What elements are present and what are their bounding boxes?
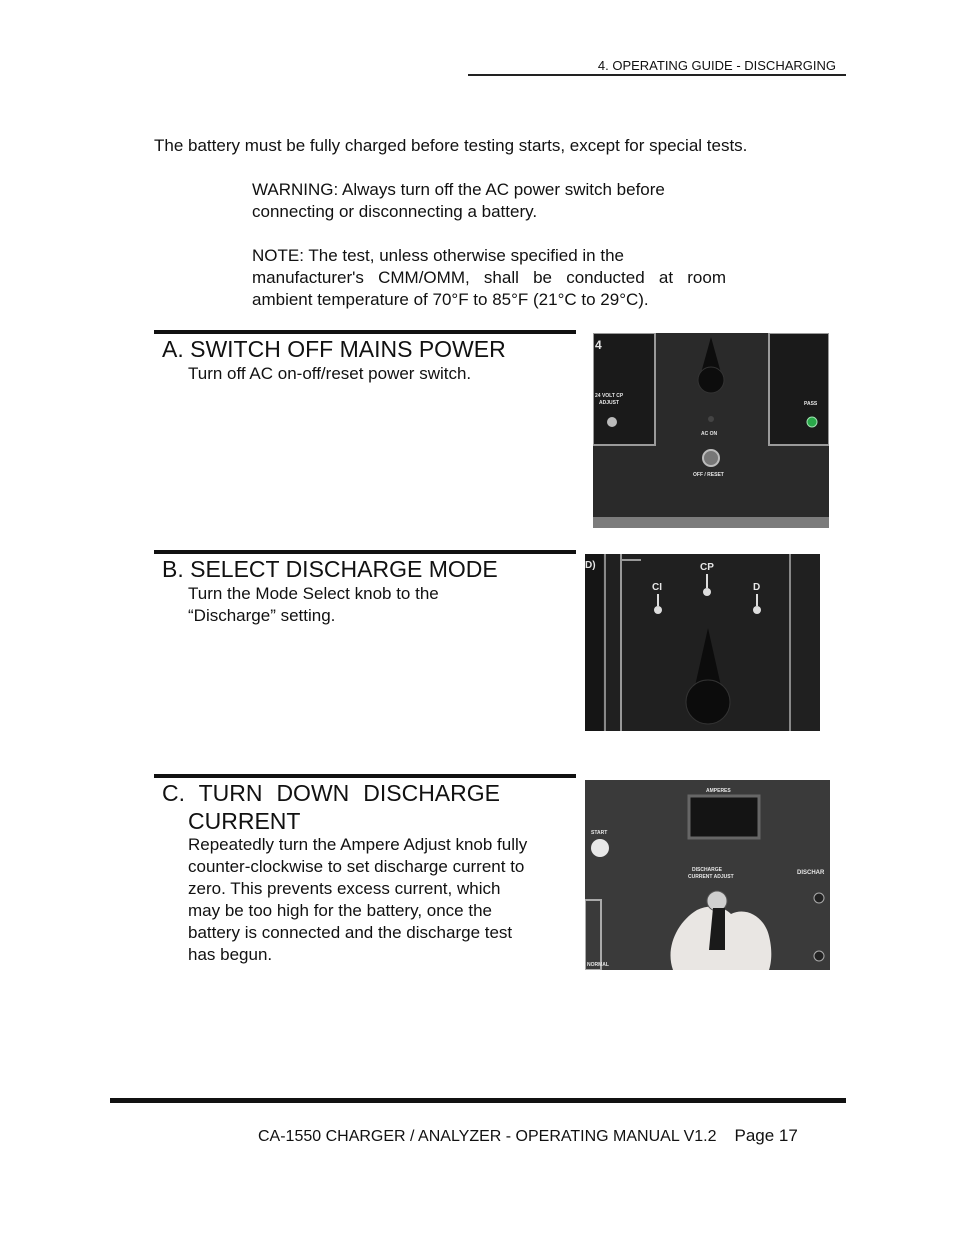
right-knob-icon <box>814 893 824 903</box>
section-c-line-1: Repeatedly turn the Ampere Adjust knob fully <box>188 835 528 854</box>
section-c-line-3: zero. This prevents excess current, which <box>188 879 501 898</box>
section-c-title-line-2: CURRENT <box>188 808 301 834</box>
toggle-switch-icon <box>703 450 719 466</box>
section-b-rule <box>154 550 576 554</box>
footer-rule <box>110 1098 846 1103</box>
footer <box>258 1126 798 1146</box>
photo-b-ci-label: CI <box>652 582 662 593</box>
photo-b-cp-label: CP <box>700 562 714 573</box>
photo-a-edge-label: 4 <box>595 338 602 352</box>
photo-a-pass-label: PASS <box>804 401 818 407</box>
section-a-body <box>188 363 558 385</box>
note-paragraph <box>252 245 726 311</box>
page-number: Page 17 <box>734 1126 798 1145</box>
note-line-3: ambient temperature of 70°F to 85°F (21°C to 29°C). <box>252 290 649 309</box>
photo-a-ac-on-label: AC ON <box>701 431 718 437</box>
ci-dot-icon <box>654 606 662 614</box>
section-a-title: A. SWITCH OFF MAINS POWER <box>162 336 506 362</box>
section-b-photo <box>585 554 820 731</box>
section-c-line-4: may be too high for the battery, once the <box>188 901 492 920</box>
section-b-title: B. SELECT DISCHARGE MODE <box>162 556 498 582</box>
pass-led-icon <box>807 417 817 427</box>
photo-c-start-label: START <box>591 830 608 836</box>
ampere-display-icon <box>689 796 759 838</box>
photo-c-right-label: DISCHAR <box>797 870 825 876</box>
adjust-screw-icon <box>607 417 617 427</box>
section-c-line-6: has begun. <box>188 945 273 964</box>
section-a-line-1: Turn off AC on-off/reset power switch. <box>188 364 472 383</box>
photo-b-d-label: D <box>753 582 761 593</box>
section-c-photo <box>585 780 830 970</box>
photo-a-off-reset-label: OFF / RESET <box>693 472 724 478</box>
section-b-body <box>188 583 558 627</box>
footer-manual-title: CA-1550 CHARGER / ANALYZER - OPERATING MANUAL V1.2 <box>258 1128 717 1145</box>
photo-c-amperes-label: AMPERES <box>706 788 731 794</box>
ac-on-led-icon <box>708 416 714 422</box>
section-c-line-2: counter-clockwise to set discharge current to <box>188 857 525 876</box>
photo-b-edge-label: D) <box>585 560 596 571</box>
mode-knob-icon <box>686 680 730 724</box>
photo-a-adjust-label-1: 24 VOLT CP <box>595 393 624 399</box>
note-line-1: NOTE: The test, unless otherwise specified in the <box>252 246 624 265</box>
warning-line-2: connecting or disconnecting a battery. <box>252 202 538 221</box>
intro-paragraph: The battery must be fully charged before testing starts, except for special tests. <box>154 136 748 155</box>
section-a-rule <box>154 330 576 334</box>
header-rule <box>468 74 846 76</box>
section-b-line-2: “Discharge” setting. <box>188 606 336 625</box>
warning-paragraph <box>252 179 726 223</box>
right-knob-2-icon <box>814 951 824 961</box>
knob-icon <box>698 367 724 393</box>
section-c-rule <box>154 774 576 778</box>
d-dot-icon <box>753 606 761 614</box>
cp-dot-icon <box>703 588 711 596</box>
section-c-body <box>188 834 558 966</box>
warning-line-1: WARNING: Always turn off the AC power switch before <box>252 180 665 199</box>
note-line-2: manufacturer's CMM/OMM, shall be conducted at room <box>252 268 726 287</box>
photo-c-adjust-label-2: CURRENT ADJUST <box>688 874 734 880</box>
section-b-line-1: Turn the Mode Select knob to the <box>188 584 439 603</box>
section-a-photo <box>593 333 829 528</box>
running-header: 4. OPERATING GUIDE - DISCHARGING <box>597 58 836 73</box>
photo-a-adjust-label-2: ADJUST <box>599 400 620 406</box>
start-button-icon <box>591 839 609 857</box>
photo-c-bottom-label: NORMAL <box>587 962 609 968</box>
photo-c-adjust-label-1: DISCHARGE <box>692 867 723 873</box>
section-c-title-line-1: C. TURN DOWN DISCHARGE <box>162 780 500 806</box>
section-c-line-5: battery is connected and the discharge test <box>188 923 513 942</box>
